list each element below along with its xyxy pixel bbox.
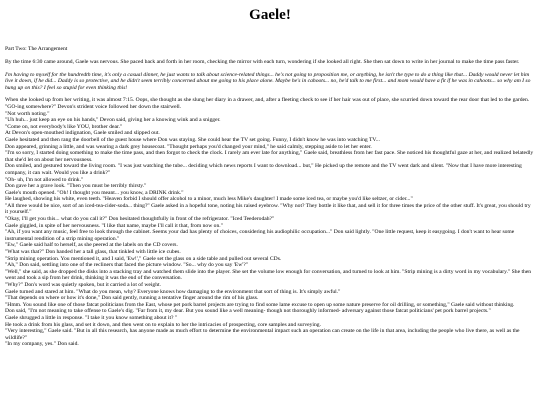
story-line: Gaele's mouth opened. "Oh! I thought you meant... you know, a DRINK drink." — [5, 189, 184, 196]
story-line: "Well," she said, as she dropped the disks into a stacking tray and watched them slide into the player. She set the volume low enough for conversation, and turned to look at him. "Strip mining is a dirty word in my vocabulary." She then went and took a sip from her drink, thinking it was the end of the conversation. — [5, 268, 532, 282]
story-line: "Okay, I'll get you this... what do you call it?" Don hesitated thoughtfully in front of the refrigerator. "Iced Teederodah?" — [5, 216, 275, 223]
story-line: Don gave her a grave look. "Then you must be terribly thirsty." — [5, 183, 147, 190]
story-line: "Ah," Don said, settling into one of the recliners that faced the picture window. "So... why do you say 'Ew'?" — [5, 262, 249, 269]
story-line: "That depends on where or how it's done," Don said gently, running a tentative finger around the rim of his glass. — [5, 295, 259, 302]
story-body — [5, 97, 535, 348]
story-line: "Hmm. You sound like one of those fatcat politicians from the East, whose pet pork barrel projects are trying to find some lame excuse to open up some nature preserve for oil drilling, or something," Gaele said without thinking. — [5, 301, 515, 308]
story-line: Don smiled, and gestured toward the living room. "I was just watching the tube... deciding which news reports I want to download... but," He picked up the remote and the TV went dark and silent. "Now that I have more interesting company, it can wait. Would you like a drink?" — [5, 163, 522, 176]
story-line: "Not worth noting." — [5, 110, 50, 117]
story-line: "GO-ing somewhere?" Devon's strident voice followed her down the stairwell. — [5, 103, 182, 110]
story-line: "Why?" Don's word was quietly spoken, but it carried a lot of weight. — [5, 282, 161, 288]
story-line: Gaele giggled, in spite of her nervousness. "I like that name, maybe I'll call it that, from now on." — [5, 222, 223, 229]
story-line: "Strip mining operation. You mentioned it, and I said, 'Ew!'," Gaele set the glass on a side table and pulled out several CDs. — [5, 255, 282, 262]
story-line: He took a drink from his glass, and set it down, and then went on to explain to her the intricacies of prospecting, core samples and surveying. — [5, 321, 321, 328]
story-line: When she looked up from her writing, it was almost 7:15. Oops, she thought as she slung her diary in a drawer, and, after a fleeting check to see if her hair was out of place, she scurried down toward the rear door that led to the garden. — [5, 97, 530, 104]
story-line: "All three would be nice, sort of an iced-tea-cider-soda... thing?" Gaele asked in a hopeful tone, noting his raised eyebrow. "Why not? They bottle it like that, and sell it for three times the price of the other stuff. It's great, you should try it yourself." — [5, 202, 531, 216]
story-line: "Ah, if you want any music, feel free to look through the cabinet. Seems your dad has plenty of choices, considering his audiophilic occupation..." Don said lightly. "One little request, keep it easygoing. I don't want to hear some instrumental rendition of a strip mining operation." — [5, 229, 515, 242]
story-line: He laughed, showing his white, even teeth. "Heaven forbid I should offer alcohol to a minor, much less Mike's daughter! I made some iced tea, or maybe you'd like seltzer, or cider..." — [5, 196, 413, 203]
story-line: "Oh- uh, I'm not allowed to drink." — [5, 176, 84, 183]
opening-paragraph: By the time 6:30 came around, Gaele was nervous. She paced back and forth in her room, checking the mirror with each turn, wondering if she looked all right. She then sat down to write in her journal to make the time pass faster. — [5, 59, 520, 65]
story-line: At Devon's open-mouthed indignation, Gaele smiled and slipped out. — [5, 130, 160, 137]
story-line: "Come on, not everybody's like YOU, brother dear." — [5, 123, 123, 130]
story-line: "I'm so sorry, I started doing something to make the time pass, and then forgot to check the clock. I rarely am ever late for anything," Gaele said, breathless from her fast pace. She noticed his thoughtful gaze at her, and realized belatedly that she'd let on about her nervousness. — [5, 150, 534, 163]
story-line: Gaele turned and stared at him. "What do you mean, why? Everyone knows how damaging to the environment that sort of thing is. It's simply awful." — [5, 288, 341, 295]
story-line: "Uh huh... just keep an eye on his hands," Devon said, giving her a knowing wink and a snigger. — [5, 117, 221, 124]
story-line: Gaele hesitated and then rang the doorbell of the guest house where Don was staying. She could hear the TV set going. Funny, I didn't know he was into watching TV... — [5, 136, 380, 143]
story-line: "Ew," Gaele said half to herself, as she peered at the labels on the CD covers. — [5, 242, 178, 249]
story-title: Gaele! — [249, 7, 291, 23]
story-line: "What was that?" Don handed her a tall glass, that tinkled with little ice cubes. — [5, 249, 181, 256]
story-line: Don said, "I'm not meaning to take offense to Gaele's dig. "Far from it, my dear. But you sound like a well meaning- though not thoroughly informed- adversary against those fatcat politicians' pet pork barrel projects." — [5, 308, 491, 315]
chapter-heading: Part Two: The Arrangement — [5, 46, 68, 52]
journal-entry: I'm having to myself for the hundredth time, it's only a casual dinner, he just wants to talk about science-related things... he's not going to proposition me, or anything, he isn't the type to do a thing like that... Daddy would never let him live it down, if he did... Daddy is so protective, and he didn't seem terribly concerned about me going to his place alone. Maybe he's in cahoots... no, he'd talk to me first... and mom would have a fit if he was in cahoots... so why am I so hung up on this? I feel so stupid for even thinking this! — [5, 71, 531, 91]
story-line: Don appeared, grinning a little, and was wearing a dark grey housecoat. "Thought perhaps you'd changed your mind," he said calmly, stepping aside to let her enter. — [5, 143, 372, 150]
story-line: "In my company, yes." Don said. — [5, 341, 79, 348]
story-line: "Very interesting," Gaele said. "But in all this research, has anyone made as much effort to determine the environmental impact such an operation can create on the life in that area, including the people who live there, as well as the wildlife?" — [5, 328, 520, 341]
story-line: Gaele shrugged a little in response. "I take it you know something about it? " — [5, 314, 178, 321]
